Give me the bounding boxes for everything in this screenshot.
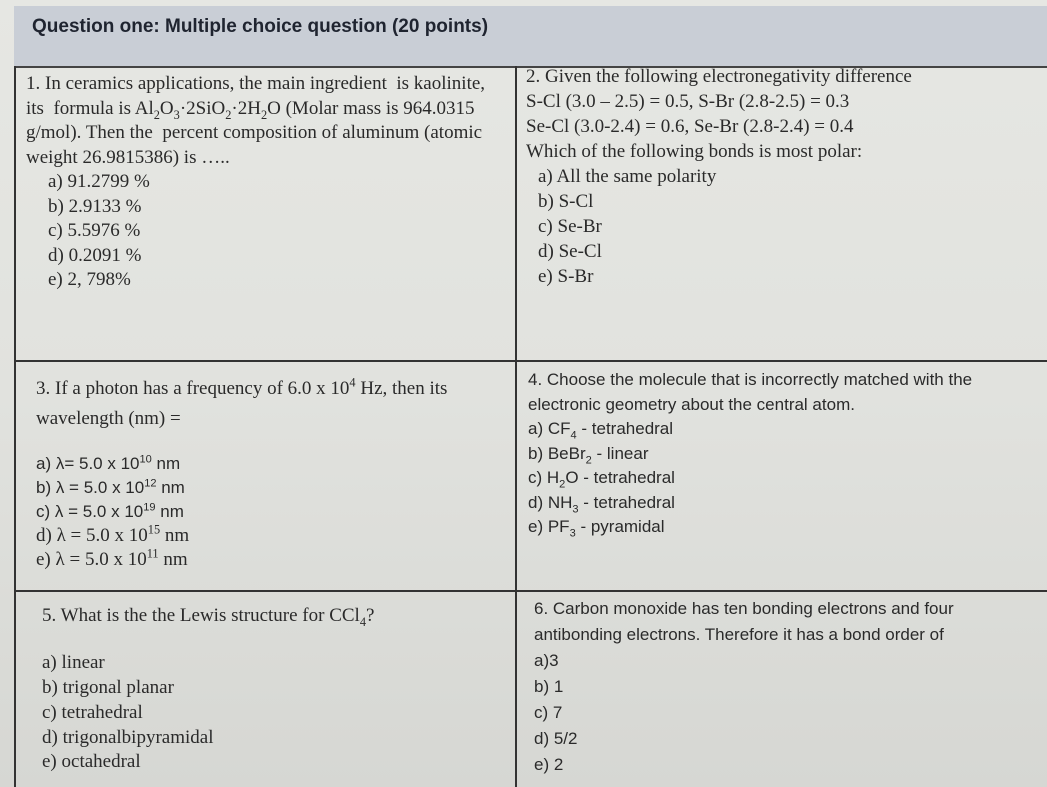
question-5-text: 5. What is the the Lewis structure for CCl$_4$? bbox=[42, 605, 375, 629]
question-4-option-b[interactable]: b) BeBr$_2$ - linear bbox=[528, 443, 649, 466]
question-2-option-e[interactable]: e) S-Br bbox=[538, 266, 594, 287]
question-2-line-3: Se-Cl (3.0-2.4) = 0.6, Se-Br (2.8-2.4) = 0.4 bbox=[526, 116, 854, 137]
question-6-option-e[interactable]: e) 2 bbox=[534, 755, 564, 774]
question-3-option-d[interactable]: d) λ = 5.0 x $10^{15}$ nm bbox=[36, 522, 190, 546]
question-5-option-b[interactable]: b) trigonal planar bbox=[42, 677, 174, 698]
question-4-text: 4. Choose the molecule that is incorrectly matched with the electronic geometry about the central atom. bbox=[528, 370, 973, 414]
question-2-option-a[interactable]: a) All the same polarity bbox=[538, 166, 717, 187]
question-6-option-d[interactable]: d) 5/2 bbox=[534, 729, 578, 748]
question-1-option-c[interactable]: c) 5.5976 % bbox=[48, 220, 141, 241]
question-3 bbox=[36, 374, 511, 572]
question-4-option-a[interactable]: a) $CF_4$ - tetrahedral bbox=[528, 419, 674, 442]
question-table bbox=[14, 66, 1047, 787]
question-1-option-b[interactable]: b) 2.9133 % bbox=[48, 195, 142, 217]
question-4-option-d[interactable]: d) $NH_3$ - tetrahedral bbox=[528, 492, 675, 515]
question-6-option-b[interactable]: b) 1 bbox=[534, 677, 564, 696]
header-bar bbox=[14, 6, 1047, 68]
question-2-line-4: Which of the following bonds is most polar: bbox=[526, 141, 863, 162]
question-2-option-c[interactable]: c) Se-Br bbox=[538, 216, 602, 237]
question-2-line-1: 2. Given the following electronegativity difference bbox=[526, 66, 912, 87]
question-5-option-d[interactable]: d) trigonalbipyramidal bbox=[42, 726, 214, 748]
question-2-option-d[interactable]: d) Se-Cl bbox=[538, 241, 602, 262]
question-2-line-2: S-Cl (3.0 – 2.5) = 0.5, S-Br (2.8-2.5) = 0.3 bbox=[526, 91, 850, 112]
question-3-option-e[interactable]: e) λ = 5.0 x $10^{11}$ nm bbox=[36, 546, 188, 570]
page-title: Question one: Multiple choice question (20 points) bbox=[32, 16, 489, 37]
question-4-option-e[interactable]: e) $PF_3$ - pyramidal bbox=[528, 517, 665, 540]
question-1-option-a[interactable]: a) 91.2799 % bbox=[48, 171, 150, 192]
question-1 bbox=[26, 72, 506, 293]
table-divider-row1 bbox=[14, 360, 1047, 362]
question-3-option-c[interactable]: c) λ = 5.0 x $10^{19}$ nm bbox=[36, 501, 184, 521]
question-4 bbox=[528, 368, 1040, 540]
question-3-text: 3. If a photon has a frequency of 6.0 x $10^4$ Hz, then its wavelength (nm) = bbox=[36, 375, 448, 429]
question-1-text: 1. In ceramics applications, the main ingredient is kaolinite, its formula is $Al_2O_3\cdot 2SiO_2\cdot 2H_2O$ (Molar mass is 964.0315 g/mol). Then the percent composition of aluminum (atomic weight 26.9815386) is ….. bbox=[26, 73, 486, 168]
question-5 bbox=[42, 604, 510, 775]
question-2 bbox=[526, 64, 1041, 289]
question-5-option-c[interactable]: c) tetrahedral bbox=[42, 702, 143, 723]
question-5-option-e[interactable]: e) octahedral bbox=[42, 751, 141, 772]
table-divider-vertical bbox=[515, 66, 517, 787]
table-border-left bbox=[14, 66, 16, 787]
question-1-option-e[interactable]: e) 2, 798% bbox=[48, 269, 131, 290]
question-3-option-b[interactable]: b) λ = 5.0 x $10^{12}$ nm bbox=[36, 477, 185, 497]
question-6 bbox=[534, 596, 1042, 778]
table-divider-row2 bbox=[14, 590, 1047, 592]
question-3-option-a[interactable]: a) λ= 5.0 x $10^{10}$ nm bbox=[36, 453, 181, 473]
question-1-option-d[interactable]: d) 0.2091 % bbox=[48, 244, 142, 266]
question-5-option-a[interactable]: a) linear bbox=[42, 651, 105, 673]
question-2-option-b[interactable]: b) S-Cl bbox=[538, 191, 594, 212]
question-6-option-c[interactable]: c) 7 bbox=[534, 703, 563, 722]
question-4-option-c[interactable]: c) $H_2O$ - tetrahedral bbox=[528, 468, 675, 491]
question-6-option-a[interactable]: a)3 bbox=[534, 651, 559, 670]
question-6-text: 6. Carbon monoxide has ten bonding electrons and four antibonding electrons. Therefore it has a bond order of bbox=[534, 599, 954, 644]
